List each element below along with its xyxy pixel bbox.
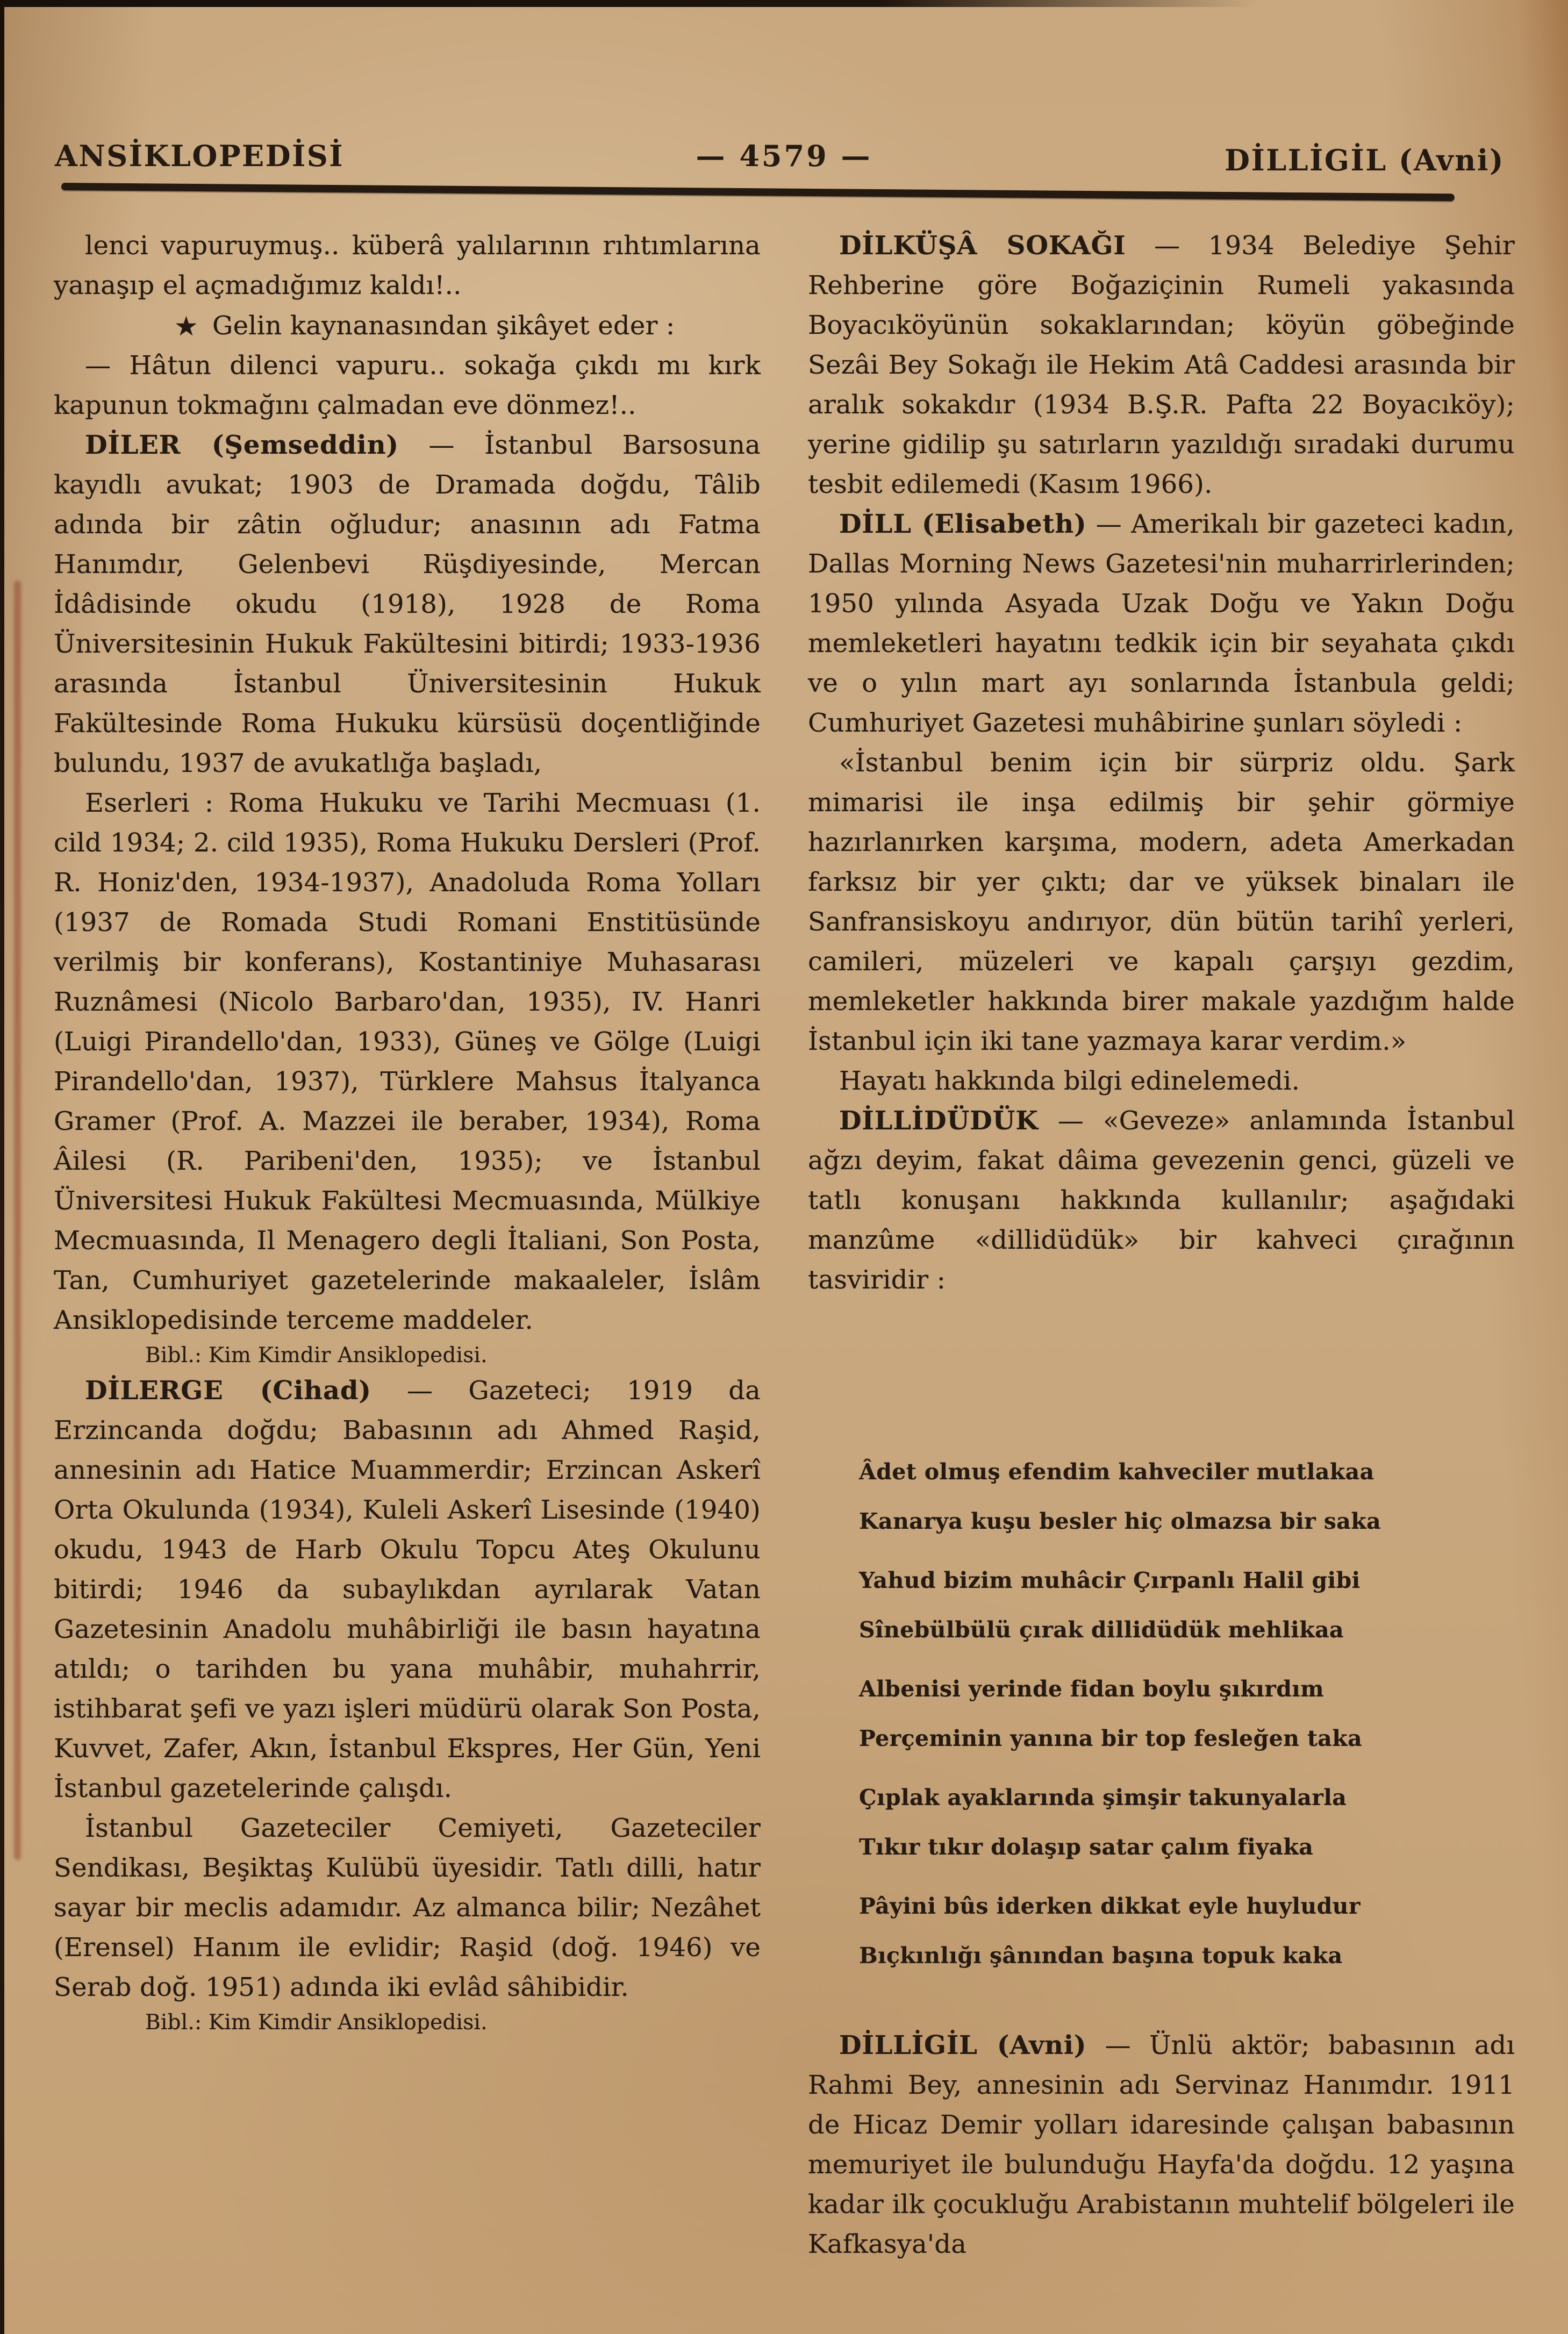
poem-couplet — [859, 1556, 1520, 1655]
bibliography-note: Bibl.: Kim Kimdir Ansiklopedisi. — [145, 2010, 488, 2035]
verse-line: Perçeminin yanına bir top fesleğen taka — [859, 1726, 1363, 1751]
star-icon: ★ — [174, 311, 199, 342]
entry-dilligil — [808, 2025, 1515, 2264]
dilliduduk-poem — [859, 1447, 1520, 1990]
binding-shadow-streak — [14, 581, 21, 1860]
entry-dilliduduk — [808, 1101, 1515, 1300]
dash-separator: — — [406, 1376, 433, 1406]
entry-dilerge-body: Gazeteci; 1919 da Erzincanda doğdu; Babasının adı Ahmed Raşid, annesinin adı Hatice Muammerdir; Erzincan Askerî Orta Okulunda (1934), Kuleli Askerî Lisesinde (1940) okudu, 1943 de Harb Okulu Topcu Ateş Okulunu bitirdi; 1946 da subaylıkdan ayrılarak Vatan Gazetesinin Anadolu muhâbirliği ile basın hayatına atıldı; o tarihden bu yana muhâbir, muhahrrir, istihbarat şefi ve yazı işleri müdürü olarak Son Posta, Kuvvet, Zafer, Akın, İstanbul Ekspres, Her Gün, Yeni İstanbul gazetelerinde çalışdı. — [54, 1376, 761, 1803]
poem-couplet — [859, 1773, 1520, 1872]
header-running-entry: DİLLİGİL (Avni) — [1225, 143, 1505, 177]
entry-dill — [808, 504, 1515, 743]
entry-diler-body: İstanbul Barsosuna kayıdlı avukat; 1903 de Dramada doğdu, Tâlib adında bir zâtin oğludur; anasının adı Fatma Hanımdır, Gelenbevi Rüşdiyesinde, Mercan İdâdisinde okudu (1918), 1928 de Roma Üniversitesinin Hukuk Fakültesini bitirdi; 1933-1936 arasında İstanbul Üniversitesinin Hukuk Fakültesinde Roma Hukuku kürsüsü doçentliğinde bulundu, 1937 de avukatlığa başladı, — [54, 430, 761, 778]
verse-line: Yahud bizim muhâcir Çırpanlı Halil gibi — [859, 1567, 1361, 1593]
entry-dill-heading: DİLL (Elisabeth) — [839, 509, 1087, 539]
entry-diler-heading: DİLER (Şemseddin) — [85, 430, 399, 460]
poem-couplet — [859, 1447, 1520, 1546]
poem-couplet — [859, 1664, 1520, 1763]
entry-dilerge-paragraph-2: İstanbul Gazeteciler Cemiyeti, Gazeteciler Sendikası, Beşiktaş Kulübü üyesidir. Tatlı dilli, hatır sayar bir meclis adamıdır. Az almanca bilir; Nezâhet (Erensel) Hanım ile evlidir; Raşid (doğ. 1946) ve Serab doğ. 1951) adında iki evlâd sâhibidir. — [54, 1813, 761, 2002]
header-work-title: ANSİKLOPEDİSİ — [55, 139, 345, 173]
star-note-text: Gelin kaynanasından şikâyet eder : — [212, 311, 675, 341]
left-column — [54, 226, 761, 2038]
dash-separator: — — [1105, 2030, 1131, 2060]
verse-line: Albenisi yerinde fidan boylu şıkırdım — [859, 1676, 1324, 1702]
entry-dilligil-heading: DİLLİGİL (Avni) — [839, 2030, 1087, 2060]
poem-couplet — [859, 1881, 1520, 1980]
entry-dilligil-body: Ünlü aktör; babasının adı Rahmi Bey, annesinin adı Servinaz Hanımdır. 1911 de Hicaz Demir yolları idaresinde çalışan babasının memuriyet ile bulunduğu Hayfa'da doğdu. 12 yaşına kadar ilk çocukluğu Arabistanın muhtelif bölgeleri ile Kafkasya'da — [808, 2030, 1515, 2259]
dash-separator: — — [1154, 231, 1180, 261]
quote-paragraph: — Hâtun dilenci vapuru.. sokağa çıkdı mı kırk kapunun tokmağını çalmadan eve dönmez!.. — [54, 350, 761, 420]
entry-dill-note: Hayatı hakkında bilgi edinelemedi. — [839, 1066, 1300, 1096]
dash-separator: — — [1096, 509, 1122, 539]
verse-line: Kanarya kuşu besler hiç olmazsa bir saka — [859, 1508, 1381, 1534]
entry-dilkusa-heading: DİLKÜŞÂ SOKAĞI — [839, 231, 1126, 261]
right-column — [808, 226, 1515, 1300]
page-edge-left — [0, 0, 4, 2334]
entry-dilerge — [54, 1371, 761, 1808]
bibliography-note: Bibl.: Kim Kimdir Ansiklopedisi. — [145, 1343, 488, 1368]
page-edge-top — [0, 0, 1258, 7]
entry-dilkusa-sokagi — [808, 226, 1515, 504]
right-column-bottom — [808, 2025, 1515, 2264]
star-note-paragraph — [54, 305, 761, 346]
verse-line: Sînebülbülü çırak dillidüdük mehlikaa — [859, 1617, 1344, 1643]
header-rule — [61, 183, 1455, 201]
dash-separator: — — [1057, 1106, 1084, 1136]
verse-line: Pâyini bûs iderken dikkat eyle huyludur — [859, 1893, 1361, 1919]
entry-diler — [54, 425, 761, 783]
verse-line: Âdet olmuş efendim kahveciler mutlakaa — [859, 1459, 1374, 1485]
entry-dilkusa-body: 1934 Belediye Şehir Rehberine göre Boğaziçinin Rumeli yakasında Boyacıköyünün sokaklarından; köyün göbeğinde Sezâi Bey Sokağı ile Hekim Atâ Caddesi arasında bir aralık sokakdır (1934 B.Ş.R. Pafta 22 Boyacıköy); yerine gidilip şu satırların yazıldığı sıradaki durumu tesbit edilemedi (Kasım 1966). — [808, 231, 1515, 499]
header-page-number: — 4579 — — [696, 139, 872, 173]
entry-diler-works: Eserleri : Roma Hukuku ve Tarihi Mecmuası (1. cild 1934; 2. cild 1935), Roma Hukuku Dersleri (Prof. R. Honiz'den, 1934-1937), Anadoluda Roma Yolları (1937 de Romada Studi Romani Enstitüsünde verilmiş bir konferans), Kostantiniye Muhasarası Ruznâmesi (Nicolo Barbaro'dan, 1935), IV. Hanri (Luigi Pirandello'dan, 1933), Güneş ve Gölge (Luigi Pirandello'dan, 1937), Türklere Mahsus İtalyanca Gramer (Prof. A. Mazzei ile beraber, 1934), Roma Âilesi (R. Paribeni'den, 1935); ve İstanbul Üniversitesi Hukuk Fakültesi Mecmuasında, Mülkiye Mecmuasında, Il Menagero degli İtaliani, Son Posta, Tan, Cumhuriyet gazetelerinde makaaleler, İslâm Ansiklopedisinde terceme maddeler. — [54, 788, 761, 1335]
verse-line: Bıçkınlığı şânından başına topuk kaka — [859, 1943, 1343, 1968]
verse-line: Çıplak ayaklarında şimşir takunyalarla — [859, 1785, 1347, 1810]
entry-dill-body: Amerikalı bir gazeteci kadın, Dallas Morning News Gazetesi'nin muharrirlerinden; 1950 yılında Asyada Uzak Doğu ve Yakın Doğu memleketleri hayatını tedkik için bir seyahata çıkdı ve o yılın mart ayı sonlarında İstanbula geldi; Cumhuriyet Gazetesi muhâbirine şunları söyledi : — [808, 509, 1515, 738]
entry-dill-quotation: «İstanbul benim için bir sürpriz oldu. Şark mimarisi ile inşa edilmiş bir şehir görmiye hazırlanırken karşıma, modern, adeta Amerkadan farksız bir yer çıktı; dar ve yüksek binaları ile Sanfransiskoyu andırıyor, dün bütün tarihî yerleri, camileri, müzeleri ve kapalı çarşıyı gezdim, memleketler hakkında birer makale yazdığım halde İstanbul için iki tane yazmaya karar verdim.» — [808, 748, 1515, 1056]
continuation-paragraph: lenci vapuruymuş.. küberâ yalılarının rıhtımlarına yanaşıp el açmadığımız kaldı!.. — [54, 231, 761, 300]
dash-separator: — — [428, 430, 455, 460]
entry-dilliduduk-heading: DİLLİDÜDÜK — [839, 1106, 1039, 1136]
verse-line: Tıkır tıkır dolaşıp satar çalım fiyaka — [859, 1834, 1314, 1860]
entry-dilliduduk-body: «Geveze» anlamında İstanbul ağzı deyim, fakat dâima gevezenin genci, güzeli ve tatlı konuşanı hakkında kullanılır; aşağıdaki manzûme «dillidüdük» bir kahveci çırağının tasviridir : — [808, 1106, 1515, 1295]
entry-dilerge-heading: DİLERGE (Cihad) — [85, 1376, 371, 1406]
